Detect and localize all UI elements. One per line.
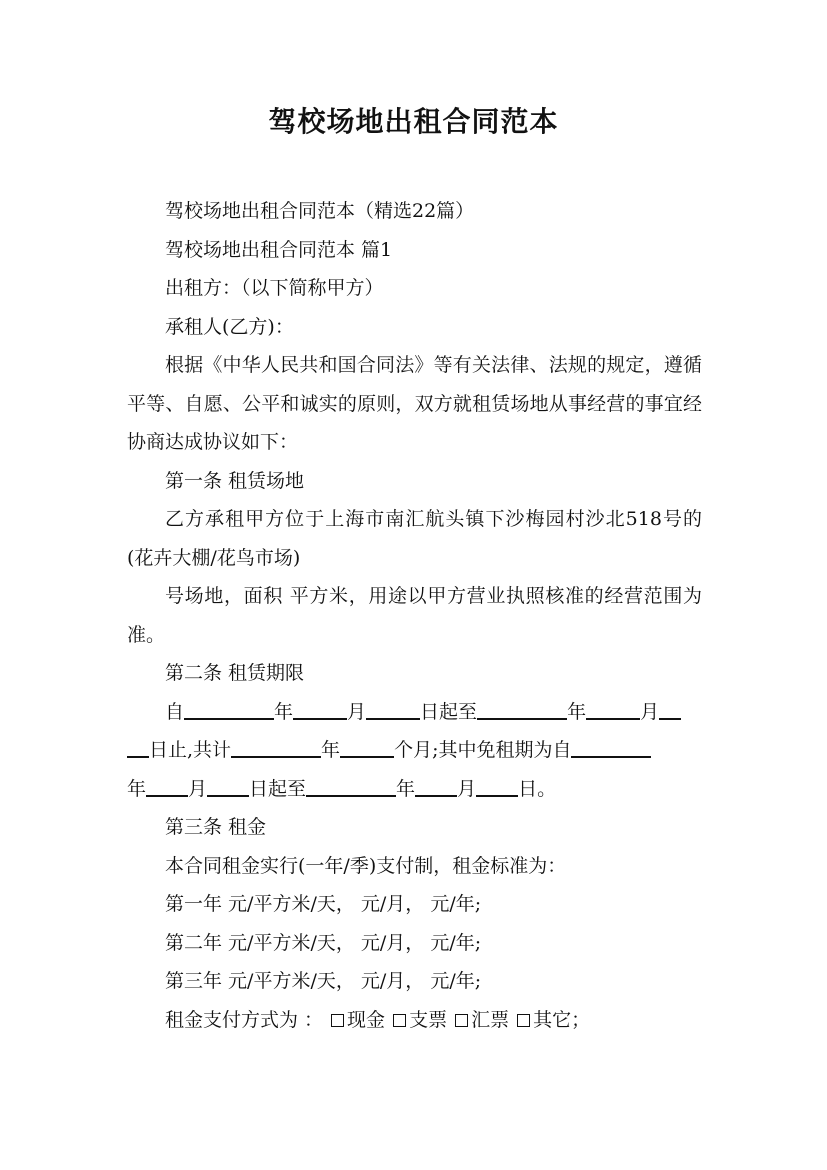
word-nian: 年 — [127, 777, 147, 800]
rent-line-year2: 第二年 元/平方米/天， 元/月， 元/年; — [165, 931, 482, 954]
rent-line-year1: 第一年 元/平方米/天， 元/月， 元/年; — [165, 893, 482, 915]
blank-start-month — [293, 698, 347, 720]
word-yue: 月 — [640, 700, 660, 723]
lessee-line: 承租人(乙方)： — [165, 315, 294, 338]
word-nian: 年 — [567, 700, 587, 723]
word-nian: 年 — [321, 739, 341, 761]
word-ri-end: 日。 — [518, 777, 557, 800]
clause1-area: 号场地，面积 平方米，用途以甲方营业执照核准的经营范围为准。 — [127, 585, 702, 646]
clause3-title: 第三条 租金 — [165, 816, 267, 838]
clause1-location: 乙方承租甲方位于上海市南汇航头镇下沙梅园村沙北518号的(花卉大棚/花鸟市场) — [127, 508, 702, 569]
checkbox-cheque[interactable] — [393, 1014, 406, 1027]
word-nian: 年 — [274, 700, 294, 723]
word-yue: 月 — [457, 777, 477, 800]
document-title: 驾校场地出租合同范本 — [268, 105, 559, 138]
preamble-paragraph: 根据《中华人民共和国合同法》等有关法律、法规的规定，遵循平等、自愿、公平和诚实的原则，双方就租赁场地从事经营的事宜经协商达成协议如下： — [127, 354, 702, 453]
blank-free-end-day — [476, 775, 518, 797]
option-draft: 汇票 — [471, 1008, 510, 1031]
period-line-2 — [127, 731, 702, 770]
blank-end-month — [586, 698, 640, 720]
blank-free-end-month — [415, 775, 457, 797]
word-ge-yue: 个月;其中免租期为自 — [394, 739, 572, 761]
article-heading: 驾校场地出租合同范本 篇1 — [165, 238, 393, 261]
clause1-title: 第一条 租赁场地 — [165, 469, 305, 492]
blank-total-years — [231, 736, 321, 758]
clause2-period — [127, 693, 702, 809]
blank-total-months — [340, 736, 394, 758]
word-ri-qi-zhi: 日起至 — [249, 777, 307, 800]
blank-end-year — [477, 698, 567, 720]
blank-free-start-year — [571, 736, 651, 758]
word-ri-qi-zhi: 日起至 — [420, 700, 478, 723]
blank-start-day — [366, 698, 420, 720]
payment-method-line — [127, 1001, 702, 1040]
period-line-1 — [127, 693, 702, 732]
checkbox-other[interactable] — [517, 1014, 530, 1027]
rent-line-year3: 第三年 元/平方米/天， 元/月， 元/年; — [165, 970, 482, 992]
subtitle: 驾校场地出租合同范本（精选22篇） — [165, 200, 475, 222]
document-body — [127, 192, 702, 1039]
word-ri-zhi-gongji: 日止,共计 — [149, 739, 232, 761]
blank-free-start-day — [207, 775, 249, 797]
payment-end: ； — [571, 1008, 591, 1031]
word-nian: 年 — [396, 777, 416, 800]
blank-free-end-year — [306, 775, 396, 797]
option-cheque: 支票 — [409, 1008, 448, 1031]
word-yue: 月 — [188, 777, 208, 800]
lessor-line: 出租方：（以下简称甲方） — [165, 277, 384, 299]
payment-label: 租金支付方式为 ： — [165, 1008, 324, 1031]
blank-start-year — [184, 698, 274, 720]
clause2-title: 第二条 租赁期限 — [165, 662, 305, 684]
checkbox-draft[interactable] — [455, 1014, 468, 1027]
word-yue: 月 — [347, 700, 367, 723]
clause3-text: 本合同租金实行(一年/季)支付制，租金标准为： — [165, 854, 567, 877]
blank-end-day-part — [659, 698, 681, 720]
option-cash: 现金 — [347, 1008, 386, 1031]
blank-end-day-cont — [127, 736, 149, 758]
blank-free-start-month — [146, 775, 188, 797]
period-line-3 — [127, 770, 702, 809]
option-other: 其它 — [533, 1008, 572, 1031]
word-zi: 自 — [165, 700, 185, 723]
checkbox-cash[interactable] — [331, 1014, 344, 1027]
